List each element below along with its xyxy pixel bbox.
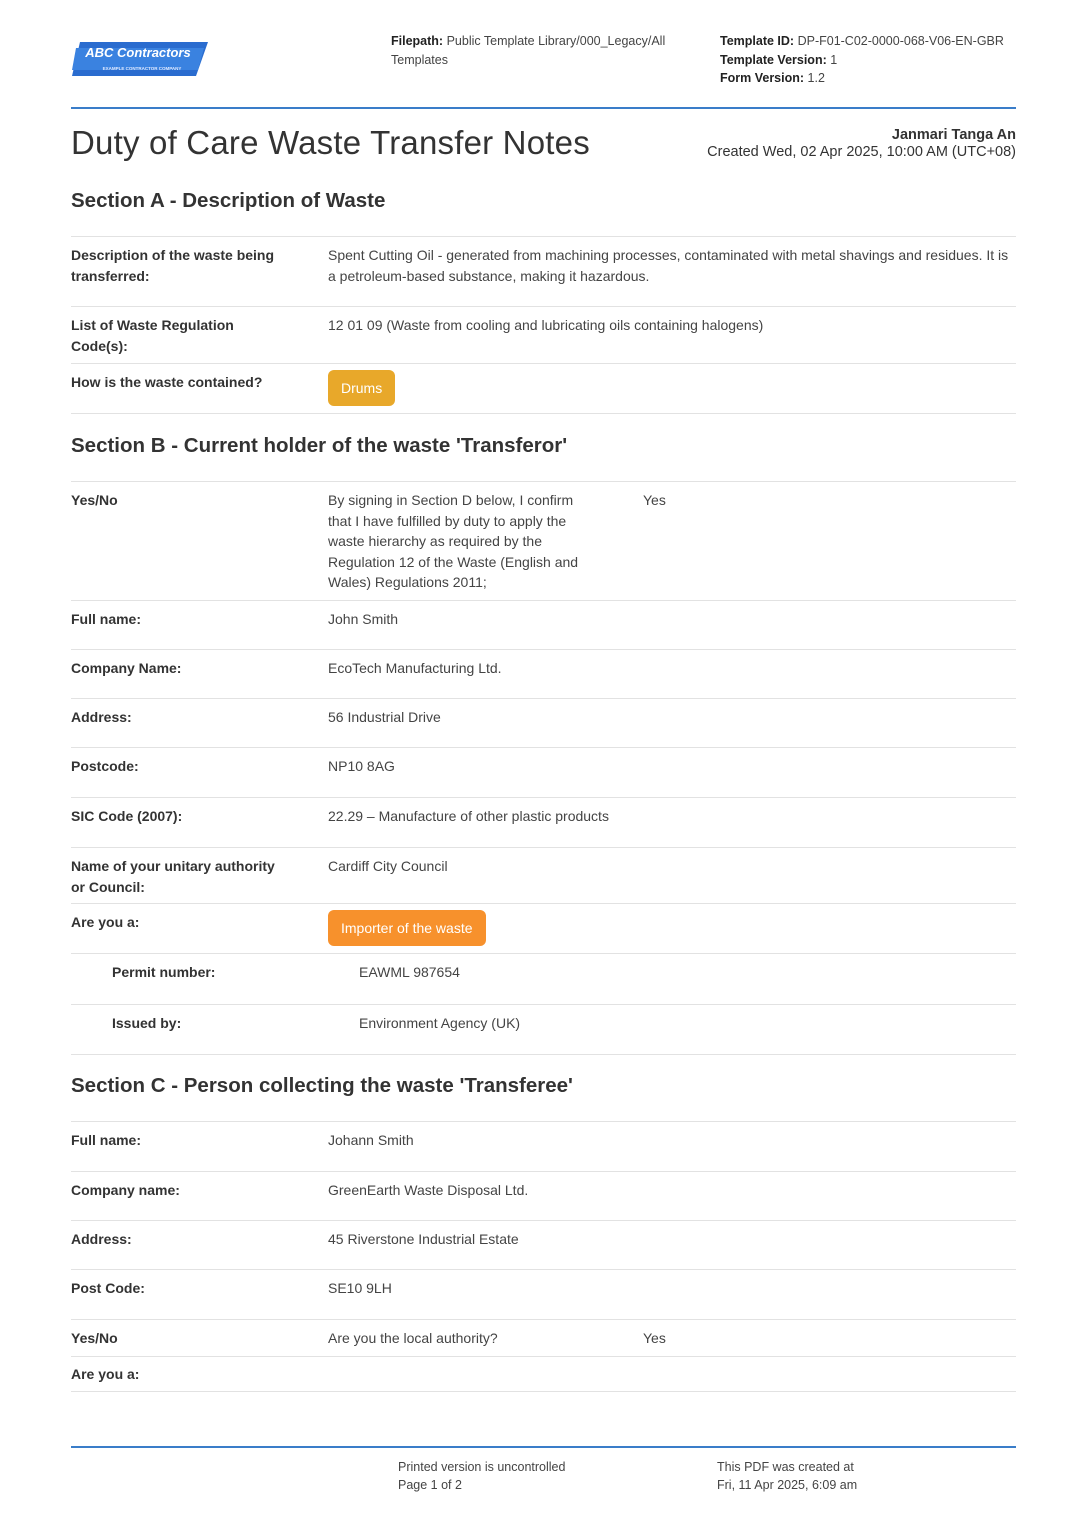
table-row: Description of the waste being transferred: Spent Cutting Oil - generated from machining processes, contaminated with metal shavings and residues. It is a petroleum-based substance, making it hazardous.: [71, 236, 1016, 306]
svg-text:EXAMPLE CONTRACTOR COMPANY: EXAMPLE CONTRACTOR COMPANY: [102, 66, 182, 71]
role-badge: Importer of the waste: [328, 910, 486, 946]
table-row: Yes/No By signing in Section D below, I confirm that I have fulfilled by duty to apply the waste hierarchy as required by the Regulation 12 of the Waste (English and Wales) Regulations 2011; Yes: [71, 481, 1016, 600]
table-row: Address: 56 Industrial Drive: [71, 698, 1016, 747]
table-row: Name of your unitary authority or Council: Cardiff City Council: [71, 847, 1016, 903]
section-a-title: Section A - Description of Waste: [71, 189, 386, 212]
table-row: Full name: John Smith: [71, 600, 1016, 649]
company-logo: [72, 40, 208, 78]
footer-divider: [71, 1446, 1016, 1448]
table-row: Yes/No Are you the local authority? Yes: [71, 1319, 1016, 1356]
table-row: List of Waste Regulation Code(s): 12 01 09 (Waste from cooling and lubricating oils containing halogens): [71, 306, 1016, 363]
table-row: Post Code: SE10 9LH: [71, 1269, 1016, 1319]
creator-info: Janmari Tanga An Created Wed, 02 Apr 2025, 10:00 AM (UTC+08): [707, 127, 1016, 160]
template-info: Template ID: DP-F01-C02-0000-068-V06-EN-GBR Template Version: 1 Form Version: 1.2: [720, 34, 1004, 85]
table-row: Are you a:: [71, 1356, 1016, 1391]
header-divider: [71, 107, 1016, 109]
table-row: Postcode: NP10 8AG: [71, 747, 1016, 797]
table-row: Address: 45 Riverstone Industrial Estate: [71, 1220, 1016, 1269]
page-title: Duty of Care Waste Transfer Notes: [71, 124, 590, 161]
footer-pdf-created: This PDF was created at Fri, 11 Apr 2025, 6:09 am: [717, 1460, 858, 1492]
table-row: Company name: GreenEarth Waste Disposal Ltd.: [71, 1171, 1016, 1220]
section-c-title: Section C - Person collecting the waste 'Transferee': [71, 1074, 573, 1097]
footer-page-info: Printed version is uncontrolled Page 1 of 2: [398, 1460, 566, 1492]
filepath: Filepath: Public Template Library/000_Legacy/All Templates: [391, 34, 666, 67]
table-row: How is the waste contained? Drums: [71, 363, 1016, 413]
table-row: Are you a: Importer of the waste: [71, 903, 1016, 953]
table-row: Issued by: Environment Agency (UK): [71, 1004, 1016, 1054]
table-row: SIC Code (2007): 22.29 – Manufacture of other plastic products: [71, 797, 1016, 847]
container-badge: Drums: [328, 370, 395, 406]
table-row: Company Name: EcoTech Manufacturing Ltd.: [71, 649, 1016, 698]
svg-text:ABC Contractors: ABC Contractors: [85, 45, 191, 60]
section-b-title: Section B - Current holder of the waste 'Transferor': [71, 434, 568, 457]
table-row: Permit number: EAWML 987654: [71, 953, 1016, 1004]
table-row: Full name: Johann Smith: [71, 1121, 1016, 1171]
